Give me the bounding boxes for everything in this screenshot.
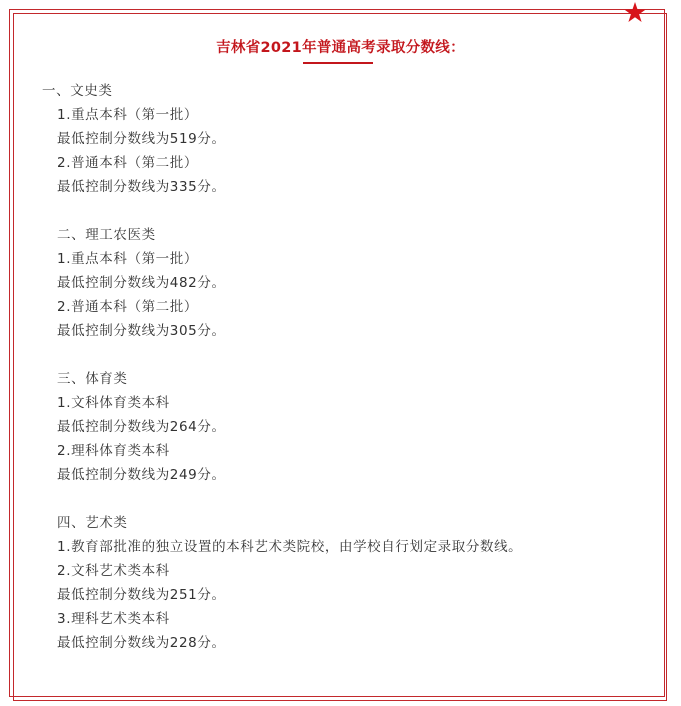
section-heading: 一、文史类 [42, 83, 113, 99]
title-underline [303, 62, 373, 64]
section-heading: 三、体育类 [57, 371, 128, 387]
item-line: 1.重点本科（第一批） [57, 251, 198, 267]
score-line: 最低控制分数线为335分。 [57, 179, 226, 195]
item-line: 2.普通本科（第二批） [57, 155, 198, 171]
star-icon [623, 1, 647, 25]
item-line: 1.教育部批准的独立设置的本科艺术类院校，由学校自行划定录取分数线。 [57, 539, 523, 555]
item-line: 1.重点本科（第一批） [57, 107, 198, 123]
score-line: 最低控制分数线为264分。 [57, 419, 226, 435]
score-line: 最低控制分数线为482分。 [57, 275, 226, 291]
item-line: 3.理科艺术类本科 [57, 611, 170, 627]
item-line: 2.文科艺术类本科 [57, 563, 170, 579]
score-line: 最低控制分数线为519分。 [57, 131, 226, 147]
item-line: 1.文科体育类本科 [57, 395, 170, 411]
section-heading: 四、艺术类 [57, 515, 128, 531]
score-line: 最低控制分数线为249分。 [57, 467, 226, 483]
page-title: 吉林省2021年普通高考录取分数线： [216, 40, 465, 56]
score-line: 最低控制分数线为251分。 [57, 587, 226, 603]
score-line: 最低控制分数线为305分。 [57, 323, 226, 339]
item-line: 2.理科体育类本科 [57, 443, 170, 459]
section-heading: 二、理工农医类 [57, 227, 156, 243]
item-line: 2.普通本科（第二批） [57, 299, 198, 315]
score-line: 最低控制分数线为228分。 [57, 635, 226, 651]
